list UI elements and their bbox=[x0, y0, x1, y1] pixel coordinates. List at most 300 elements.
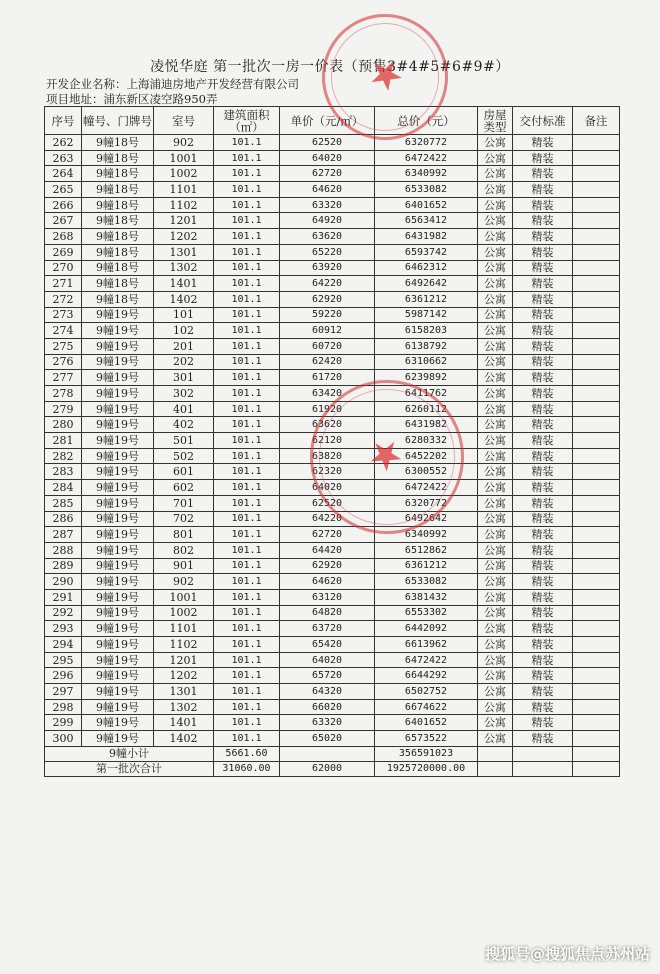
row-room: 1402 bbox=[154, 731, 214, 747]
row-building: 9幢18号 bbox=[82, 229, 154, 245]
row-remark bbox=[573, 542, 620, 558]
row-remark bbox=[573, 684, 620, 700]
row-unit-price: 62520 bbox=[280, 495, 375, 511]
table-row bbox=[45, 715, 620, 731]
row-delivery: 精装 bbox=[513, 574, 573, 590]
row-type: 公寓 bbox=[478, 731, 513, 747]
row-delivery: 精装 bbox=[513, 495, 573, 511]
row-total-price: 6492642 bbox=[375, 276, 478, 292]
row-unit-price: 64020 bbox=[280, 480, 375, 496]
row-unit-price: 65420 bbox=[280, 637, 375, 653]
row-delivery: 精装 bbox=[513, 684, 573, 700]
row-index: 272 bbox=[45, 291, 82, 307]
row-room: 1101 bbox=[154, 182, 214, 198]
row-index: 278 bbox=[45, 386, 82, 402]
row-index: 275 bbox=[45, 338, 82, 354]
row-area: 101.1 bbox=[214, 731, 280, 747]
row-remark bbox=[573, 637, 620, 653]
row-building: 9幢19号 bbox=[82, 699, 154, 715]
row-delivery: 精装 bbox=[513, 464, 573, 480]
table-row bbox=[45, 229, 620, 245]
row-building: 9幢18号 bbox=[82, 150, 154, 166]
project-address: 项目地址：浦东新区凌空路950弄 bbox=[46, 92, 218, 106]
row-unit-price: 62320 bbox=[280, 464, 375, 480]
row-type: 公寓 bbox=[478, 307, 513, 323]
row-type: 公寓 bbox=[478, 589, 513, 605]
row-type: 公寓 bbox=[478, 464, 513, 480]
row-index: 268 bbox=[45, 229, 82, 245]
row-area: 101.1 bbox=[214, 135, 280, 151]
row-building: 9幢18号 bbox=[82, 197, 154, 213]
row-delivery: 精装 bbox=[513, 731, 573, 747]
seal-star-icon: ★ bbox=[359, 46, 413, 104]
row-type: 公寓 bbox=[478, 276, 513, 292]
row-building: 9幢18号 bbox=[82, 276, 154, 292]
row-total-price: 6462312 bbox=[375, 260, 478, 276]
row-total-price: 6492642 bbox=[375, 511, 478, 527]
row-building: 9幢18号 bbox=[82, 182, 154, 198]
row-total-price: 6472422 bbox=[375, 150, 478, 166]
row-area: 101.1 bbox=[214, 480, 280, 496]
table-row bbox=[45, 166, 620, 182]
table-row bbox=[45, 338, 620, 354]
row-building: 9幢19号 bbox=[82, 464, 154, 480]
row-type: 公寓 bbox=[478, 182, 513, 198]
row-building: 9幢19号 bbox=[82, 495, 154, 511]
subtotal-total: 356591023 bbox=[375, 746, 478, 761]
row-type: 公寓 bbox=[478, 511, 513, 527]
row-area: 101.1 bbox=[214, 260, 280, 276]
row-remark bbox=[573, 731, 620, 747]
row-remark bbox=[573, 338, 620, 354]
row-total-price: 6593742 bbox=[375, 244, 478, 260]
row-area: 101.1 bbox=[214, 668, 280, 684]
table-row bbox=[45, 574, 620, 590]
col-header-area: 建筑面积（㎡） bbox=[214, 107, 280, 135]
row-remark bbox=[573, 495, 620, 511]
row-index: 295 bbox=[45, 652, 82, 668]
row-remark bbox=[573, 715, 620, 731]
row-area: 101.1 bbox=[214, 684, 280, 700]
row-area: 101.1 bbox=[214, 495, 280, 511]
row-room: 701 bbox=[154, 495, 214, 511]
row-remark bbox=[573, 166, 620, 182]
table-row bbox=[45, 244, 620, 260]
row-index: 290 bbox=[45, 574, 82, 590]
row-room: 1102 bbox=[154, 197, 214, 213]
row-building: 9幢19号 bbox=[82, 621, 154, 637]
table-row bbox=[45, 433, 620, 449]
row-unit-price: 64220 bbox=[280, 511, 375, 527]
row-room: 1202 bbox=[154, 668, 214, 684]
grand-total-row bbox=[45, 761, 620, 776]
row-room: 401 bbox=[154, 401, 214, 417]
table-row bbox=[45, 621, 620, 637]
table-row bbox=[45, 213, 620, 229]
row-type: 公寓 bbox=[478, 715, 513, 731]
row-unit-price: 64320 bbox=[280, 684, 375, 700]
row-delivery: 精装 bbox=[513, 370, 573, 386]
row-type: 公寓 bbox=[478, 668, 513, 684]
row-type: 公寓 bbox=[478, 150, 513, 166]
row-type: 公寓 bbox=[478, 684, 513, 700]
row-room: 702 bbox=[154, 511, 214, 527]
row-building: 9幢19号 bbox=[82, 354, 154, 370]
row-building: 9幢19号 bbox=[82, 542, 154, 558]
row-delivery: 精装 bbox=[513, 386, 573, 402]
row-total-price: 6280332 bbox=[375, 433, 478, 449]
row-building: 9幢19号 bbox=[82, 386, 154, 402]
row-type: 公寓 bbox=[478, 354, 513, 370]
row-index: 276 bbox=[45, 354, 82, 370]
row-room: 1301 bbox=[154, 684, 214, 700]
row-room: 1001 bbox=[154, 150, 214, 166]
row-total-price: 6502752 bbox=[375, 684, 478, 700]
row-total-price: 6381432 bbox=[375, 589, 478, 605]
row-unit-price: 64220 bbox=[280, 276, 375, 292]
row-type: 公寓 bbox=[478, 386, 513, 402]
row-area: 101.1 bbox=[214, 401, 280, 417]
row-index: 283 bbox=[45, 464, 82, 480]
row-room: 1102 bbox=[154, 637, 214, 653]
row-index: 279 bbox=[45, 401, 82, 417]
row-type: 公寓 bbox=[478, 229, 513, 245]
row-unit-price: 62520 bbox=[280, 135, 375, 151]
row-area: 101.1 bbox=[214, 637, 280, 653]
table-row bbox=[45, 386, 620, 402]
row-remark bbox=[573, 574, 620, 590]
row-total-price: 6553302 bbox=[375, 605, 478, 621]
row-room: 301 bbox=[154, 370, 214, 386]
row-unit-price: 65220 bbox=[280, 244, 375, 260]
row-type: 公寓 bbox=[478, 291, 513, 307]
row-area: 101.1 bbox=[214, 229, 280, 245]
table-row bbox=[45, 150, 620, 166]
row-building: 9幢18号 bbox=[82, 244, 154, 260]
row-index: 267 bbox=[45, 213, 82, 229]
row-unit-price: 64420 bbox=[280, 542, 375, 558]
col-header-room: 室号 bbox=[154, 107, 214, 135]
row-delivery: 精装 bbox=[513, 354, 573, 370]
row-type: 公寓 bbox=[478, 527, 513, 543]
row-total-price: 6340992 bbox=[375, 527, 478, 543]
table-row bbox=[45, 699, 620, 715]
row-unit-price: 63620 bbox=[280, 417, 375, 433]
row-area: 101.1 bbox=[214, 417, 280, 433]
table-row bbox=[45, 182, 620, 198]
row-remark bbox=[573, 370, 620, 386]
row-building: 9幢18号 bbox=[82, 135, 154, 151]
row-room: 302 bbox=[154, 386, 214, 402]
row-index: 292 bbox=[45, 605, 82, 621]
row-unit-price: 59220 bbox=[280, 307, 375, 323]
row-building: 9幢19号 bbox=[82, 401, 154, 417]
row-index: 274 bbox=[45, 323, 82, 339]
grand-total-total: 1925720000.00 bbox=[375, 761, 478, 776]
row-remark bbox=[573, 213, 620, 229]
row-delivery: 精装 bbox=[513, 197, 573, 213]
row-delivery: 精装 bbox=[513, 668, 573, 684]
row-total-price: 6310662 bbox=[375, 354, 478, 370]
row-area: 101.1 bbox=[214, 542, 280, 558]
row-type: 公寓 bbox=[478, 480, 513, 496]
col-header-total-price: 总价（元） bbox=[375, 107, 478, 135]
row-building: 9幢19号 bbox=[82, 480, 154, 496]
row-delivery: 精装 bbox=[513, 213, 573, 229]
row-total-price: 6320772 bbox=[375, 135, 478, 151]
row-delivery: 精装 bbox=[513, 715, 573, 731]
row-unit-price: 62720 bbox=[280, 527, 375, 543]
row-unit-price: 60912 bbox=[280, 323, 375, 339]
row-delivery: 精装 bbox=[513, 260, 573, 276]
row-area: 101.1 bbox=[214, 291, 280, 307]
row-index: 296 bbox=[45, 668, 82, 684]
row-unit-price: 61920 bbox=[280, 401, 375, 417]
table-row bbox=[45, 668, 620, 684]
row-index: 287 bbox=[45, 527, 82, 543]
subtotal-area: 5661.60 bbox=[214, 746, 280, 761]
row-type: 公寓 bbox=[478, 135, 513, 151]
row-index: 282 bbox=[45, 448, 82, 464]
seal-star-icon: ★ bbox=[356, 426, 415, 485]
subtotal-row bbox=[45, 746, 620, 761]
table-row bbox=[45, 480, 620, 496]
row-area: 101.1 bbox=[214, 276, 280, 292]
row-total-price: 6401652 bbox=[375, 715, 478, 731]
row-building: 9幢19号 bbox=[82, 652, 154, 668]
row-area: 101.1 bbox=[214, 182, 280, 198]
row-total-price: 6300552 bbox=[375, 464, 478, 480]
table-row bbox=[45, 197, 620, 213]
row-area: 101.1 bbox=[214, 370, 280, 386]
row-area: 101.1 bbox=[214, 150, 280, 166]
row-type: 公寓 bbox=[478, 652, 513, 668]
table-row bbox=[45, 354, 620, 370]
row-unit-price: 64020 bbox=[280, 652, 375, 668]
row-delivery: 精装 bbox=[513, 480, 573, 496]
row-type: 公寓 bbox=[478, 260, 513, 276]
row-building: 9幢19号 bbox=[82, 637, 154, 653]
row-delivery: 精装 bbox=[513, 307, 573, 323]
row-building: 9幢19号 bbox=[82, 684, 154, 700]
row-unit-price: 61720 bbox=[280, 370, 375, 386]
row-delivery: 精装 bbox=[513, 621, 573, 637]
row-index: 297 bbox=[45, 684, 82, 700]
row-room: 1301 bbox=[154, 244, 214, 260]
row-delivery: 精装 bbox=[513, 417, 573, 433]
row-area: 101.1 bbox=[214, 652, 280, 668]
row-room: 902 bbox=[154, 574, 214, 590]
row-area: 101.1 bbox=[214, 386, 280, 402]
row-building: 9幢19号 bbox=[82, 558, 154, 574]
row-index: 264 bbox=[45, 166, 82, 182]
row-unit-price: 62720 bbox=[280, 166, 375, 182]
row-total-price: 6431982 bbox=[375, 417, 478, 433]
row-remark bbox=[573, 229, 620, 245]
row-remark bbox=[573, 417, 620, 433]
row-delivery: 精装 bbox=[513, 589, 573, 605]
row-unit-price: 63720 bbox=[280, 621, 375, 637]
row-type: 公寓 bbox=[478, 433, 513, 449]
grand-total-label: 第一批次合计 bbox=[45, 761, 214, 776]
row-building: 9幢19号 bbox=[82, 731, 154, 747]
row-delivery: 精装 bbox=[513, 150, 573, 166]
watermark-text: 搜狐号@搜狐焦点苏州站 bbox=[484, 945, 650, 963]
row-remark bbox=[573, 558, 620, 574]
row-delivery: 精装 bbox=[513, 511, 573, 527]
row-type: 公寓 bbox=[478, 699, 513, 715]
grand-total-area: 31060.00 bbox=[214, 761, 280, 776]
row-delivery: 精装 bbox=[513, 182, 573, 198]
row-area: 101.1 bbox=[214, 511, 280, 527]
table-row bbox=[45, 527, 620, 543]
table-row bbox=[45, 307, 620, 323]
row-remark bbox=[573, 401, 620, 417]
row-area: 101.1 bbox=[214, 166, 280, 182]
row-delivery: 精装 bbox=[513, 558, 573, 574]
row-area: 101.1 bbox=[214, 197, 280, 213]
row-type: 公寓 bbox=[478, 197, 513, 213]
row-type: 公寓 bbox=[478, 338, 513, 354]
row-area: 101.1 bbox=[214, 354, 280, 370]
row-index: 291 bbox=[45, 589, 82, 605]
row-delivery: 精装 bbox=[513, 229, 573, 245]
row-unit-price: 66020 bbox=[280, 699, 375, 715]
row-delivery: 精装 bbox=[513, 166, 573, 182]
col-header-remark: 备注 bbox=[573, 107, 620, 135]
row-index: 298 bbox=[45, 699, 82, 715]
row-type: 公寓 bbox=[478, 495, 513, 511]
col-header-building: 幢号、门牌号 bbox=[82, 107, 154, 135]
row-type: 公寓 bbox=[478, 574, 513, 590]
row-area: 101.1 bbox=[214, 589, 280, 605]
row-room: 402 bbox=[154, 417, 214, 433]
row-remark bbox=[573, 668, 620, 684]
row-room: 1002 bbox=[154, 166, 214, 182]
price-table bbox=[44, 106, 620, 777]
row-room: 601 bbox=[154, 464, 214, 480]
row-delivery: 精装 bbox=[513, 323, 573, 339]
table-row bbox=[45, 558, 620, 574]
row-index: 266 bbox=[45, 197, 82, 213]
table-row bbox=[45, 464, 620, 480]
row-index: 273 bbox=[45, 307, 82, 323]
row-type: 公寓 bbox=[478, 417, 513, 433]
row-remark bbox=[573, 291, 620, 307]
row-unit-price: 64620 bbox=[280, 574, 375, 590]
row-total-price: 6158203 bbox=[375, 323, 478, 339]
table-header-row bbox=[45, 107, 620, 135]
row-index: 262 bbox=[45, 135, 82, 151]
row-unit-price: 65020 bbox=[280, 731, 375, 747]
row-type: 公寓 bbox=[478, 558, 513, 574]
document-title: 凌悦华庭 第一批次一房一价表（预售3#4#5#6#9#） bbox=[150, 59, 510, 75]
row-total-price: 6138792 bbox=[375, 338, 478, 354]
row-unit-price: 63620 bbox=[280, 229, 375, 245]
row-delivery: 精装 bbox=[513, 276, 573, 292]
row-delivery: 精装 bbox=[513, 652, 573, 668]
row-building: 9幢18号 bbox=[82, 166, 154, 182]
row-total-price: 6411762 bbox=[375, 386, 478, 402]
row-area: 101.1 bbox=[214, 699, 280, 715]
row-remark bbox=[573, 433, 620, 449]
row-room: 1002 bbox=[154, 605, 214, 621]
row-remark bbox=[573, 135, 620, 151]
row-building: 9幢19号 bbox=[82, 668, 154, 684]
row-building: 9幢19号 bbox=[82, 323, 154, 339]
table-row bbox=[45, 495, 620, 511]
row-area: 101.1 bbox=[214, 621, 280, 637]
row-type: 公寓 bbox=[478, 621, 513, 637]
row-delivery: 精装 bbox=[513, 699, 573, 715]
row-room: 901 bbox=[154, 558, 214, 574]
row-total-price: 6401652 bbox=[375, 197, 478, 213]
table-row bbox=[45, 605, 620, 621]
row-type: 公寓 bbox=[478, 542, 513, 558]
row-room: 1201 bbox=[154, 213, 214, 229]
row-index: 299 bbox=[45, 715, 82, 731]
row-total-price: 6361212 bbox=[375, 558, 478, 574]
row-total-price: 6340992 bbox=[375, 166, 478, 182]
row-index: 271 bbox=[45, 276, 82, 292]
row-area: 101.1 bbox=[214, 527, 280, 543]
row-area: 101.1 bbox=[214, 448, 280, 464]
row-delivery: 精装 bbox=[513, 291, 573, 307]
table-row bbox=[45, 637, 620, 653]
row-room: 1402 bbox=[154, 291, 214, 307]
col-header-index: 序号 bbox=[45, 107, 82, 135]
row-unit-price: 64920 bbox=[280, 213, 375, 229]
row-area: 101.1 bbox=[214, 464, 280, 480]
row-remark bbox=[573, 150, 620, 166]
row-room: 501 bbox=[154, 433, 214, 449]
table-row bbox=[45, 135, 620, 151]
row-building: 9幢18号 bbox=[82, 291, 154, 307]
row-remark bbox=[573, 354, 620, 370]
row-type: 公寓 bbox=[478, 370, 513, 386]
row-type: 公寓 bbox=[478, 244, 513, 260]
row-room: 102 bbox=[154, 323, 214, 339]
row-area: 101.1 bbox=[214, 338, 280, 354]
row-room: 602 bbox=[154, 480, 214, 496]
table-row bbox=[45, 731, 620, 747]
row-unit-price: 60720 bbox=[280, 338, 375, 354]
row-room: 1401 bbox=[154, 715, 214, 731]
row-remark bbox=[573, 699, 620, 715]
row-room: 202 bbox=[154, 354, 214, 370]
row-remark bbox=[573, 527, 620, 543]
row-index: 294 bbox=[45, 637, 82, 653]
row-area: 101.1 bbox=[214, 574, 280, 590]
row-unit-price: 64620 bbox=[280, 182, 375, 198]
row-building: 9幢19号 bbox=[82, 511, 154, 527]
row-delivery: 精装 bbox=[513, 448, 573, 464]
subtotal-price bbox=[280, 746, 375, 761]
row-unit-price: 64820 bbox=[280, 605, 375, 621]
row-room: 1201 bbox=[154, 652, 214, 668]
row-remark bbox=[573, 589, 620, 605]
row-area: 101.1 bbox=[214, 244, 280, 260]
row-delivery: 精装 bbox=[513, 433, 573, 449]
row-index: 265 bbox=[45, 182, 82, 198]
row-unit-price: 62420 bbox=[280, 354, 375, 370]
row-room: 1101 bbox=[154, 621, 214, 637]
row-area: 101.1 bbox=[214, 715, 280, 731]
row-total-price: 6472422 bbox=[375, 480, 478, 496]
table-row bbox=[45, 401, 620, 417]
row-type: 公寓 bbox=[478, 213, 513, 229]
grand-total-price: 62000 bbox=[280, 761, 375, 776]
